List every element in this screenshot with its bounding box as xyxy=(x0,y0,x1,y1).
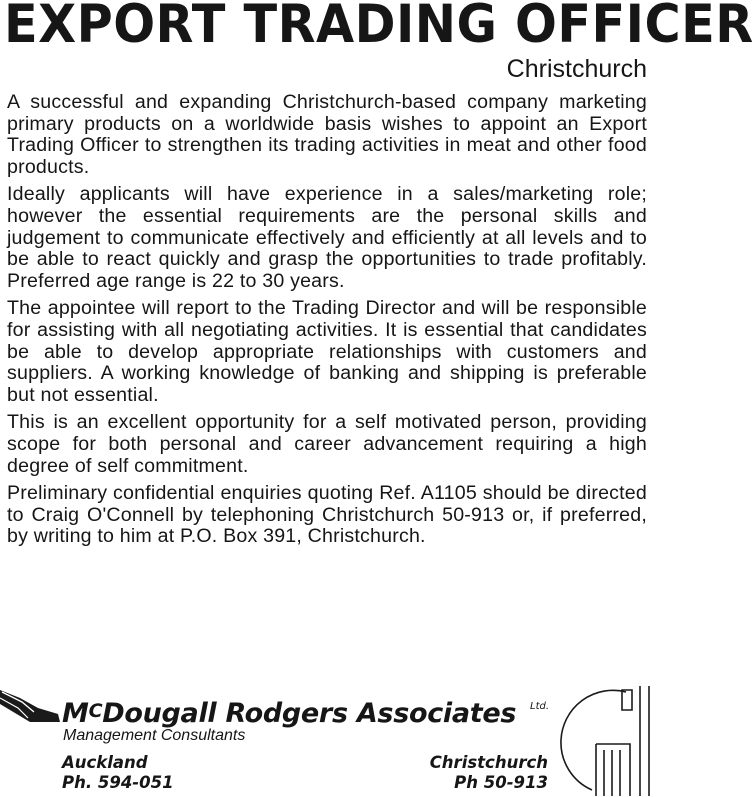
swoosh-logo-icon xyxy=(0,688,64,726)
paragraph-requirements: Ideally applicants will have experience in a sales/marketing role; however the essential requirements are the personal skills and judgement to communicate effectively and efficiently at all levels and to be able to react quickly and grasp the opportunities to trade profitably. Preferred age range is 22 to 30 years. xyxy=(7,183,647,292)
office-city: Christchurch xyxy=(429,753,548,772)
office-city: Auckland xyxy=(62,753,148,772)
firm-name-prefix: M xyxy=(62,698,89,729)
advert-title: EXPORT TRADING OFFICER xyxy=(4,0,754,55)
advert-location: Christchurch xyxy=(506,55,647,83)
office-phone: Ph. 594-051 xyxy=(62,773,174,792)
advert-body xyxy=(7,92,647,554)
firm-name-superscript: C xyxy=(88,700,103,722)
paragraph-intro: A successful and expanding Christchurch-based company marketing primary products on a worldwide basis wishes to appoint an Export Trading Officer to strengthen its trading activities in meat and other food products. xyxy=(7,91,647,178)
paragraph-enquiries: Preliminary confidential enquiries quoting Ref. A1105 should be directed to Craig O'Connell by telephoning Christchurch 50-913 or, if preferred, by writing to him at P.O. Box 391, Christchurch. xyxy=(7,482,647,548)
emblem-logo-icon xyxy=(556,680,653,797)
paragraph-opportunity: This is an excellent opportunity for a self motivated person, providing scope for both personal and career advancement requiring a high degree of self commitment. xyxy=(7,411,647,477)
office-christchurch xyxy=(408,753,548,793)
firm-footer xyxy=(0,688,653,797)
office-phone: Ph 50-913 xyxy=(454,773,548,792)
firm-subtitle: Management Consultants xyxy=(63,727,246,744)
firm-name-rest: Dougall Rodgers Associates xyxy=(102,698,517,729)
paragraph-duties: The appointee will report to the Trading Director and will be responsible for assisting with all negotiating activities. It is essential that candidates be able to develop appropriate relationships with customers and suppliers. A working knowledge of banking and shipping is preferable but not essential. xyxy=(7,297,647,406)
firm-name xyxy=(62,696,516,729)
office-auckland xyxy=(62,753,174,793)
firm-ltd: Ltd. xyxy=(530,701,550,712)
